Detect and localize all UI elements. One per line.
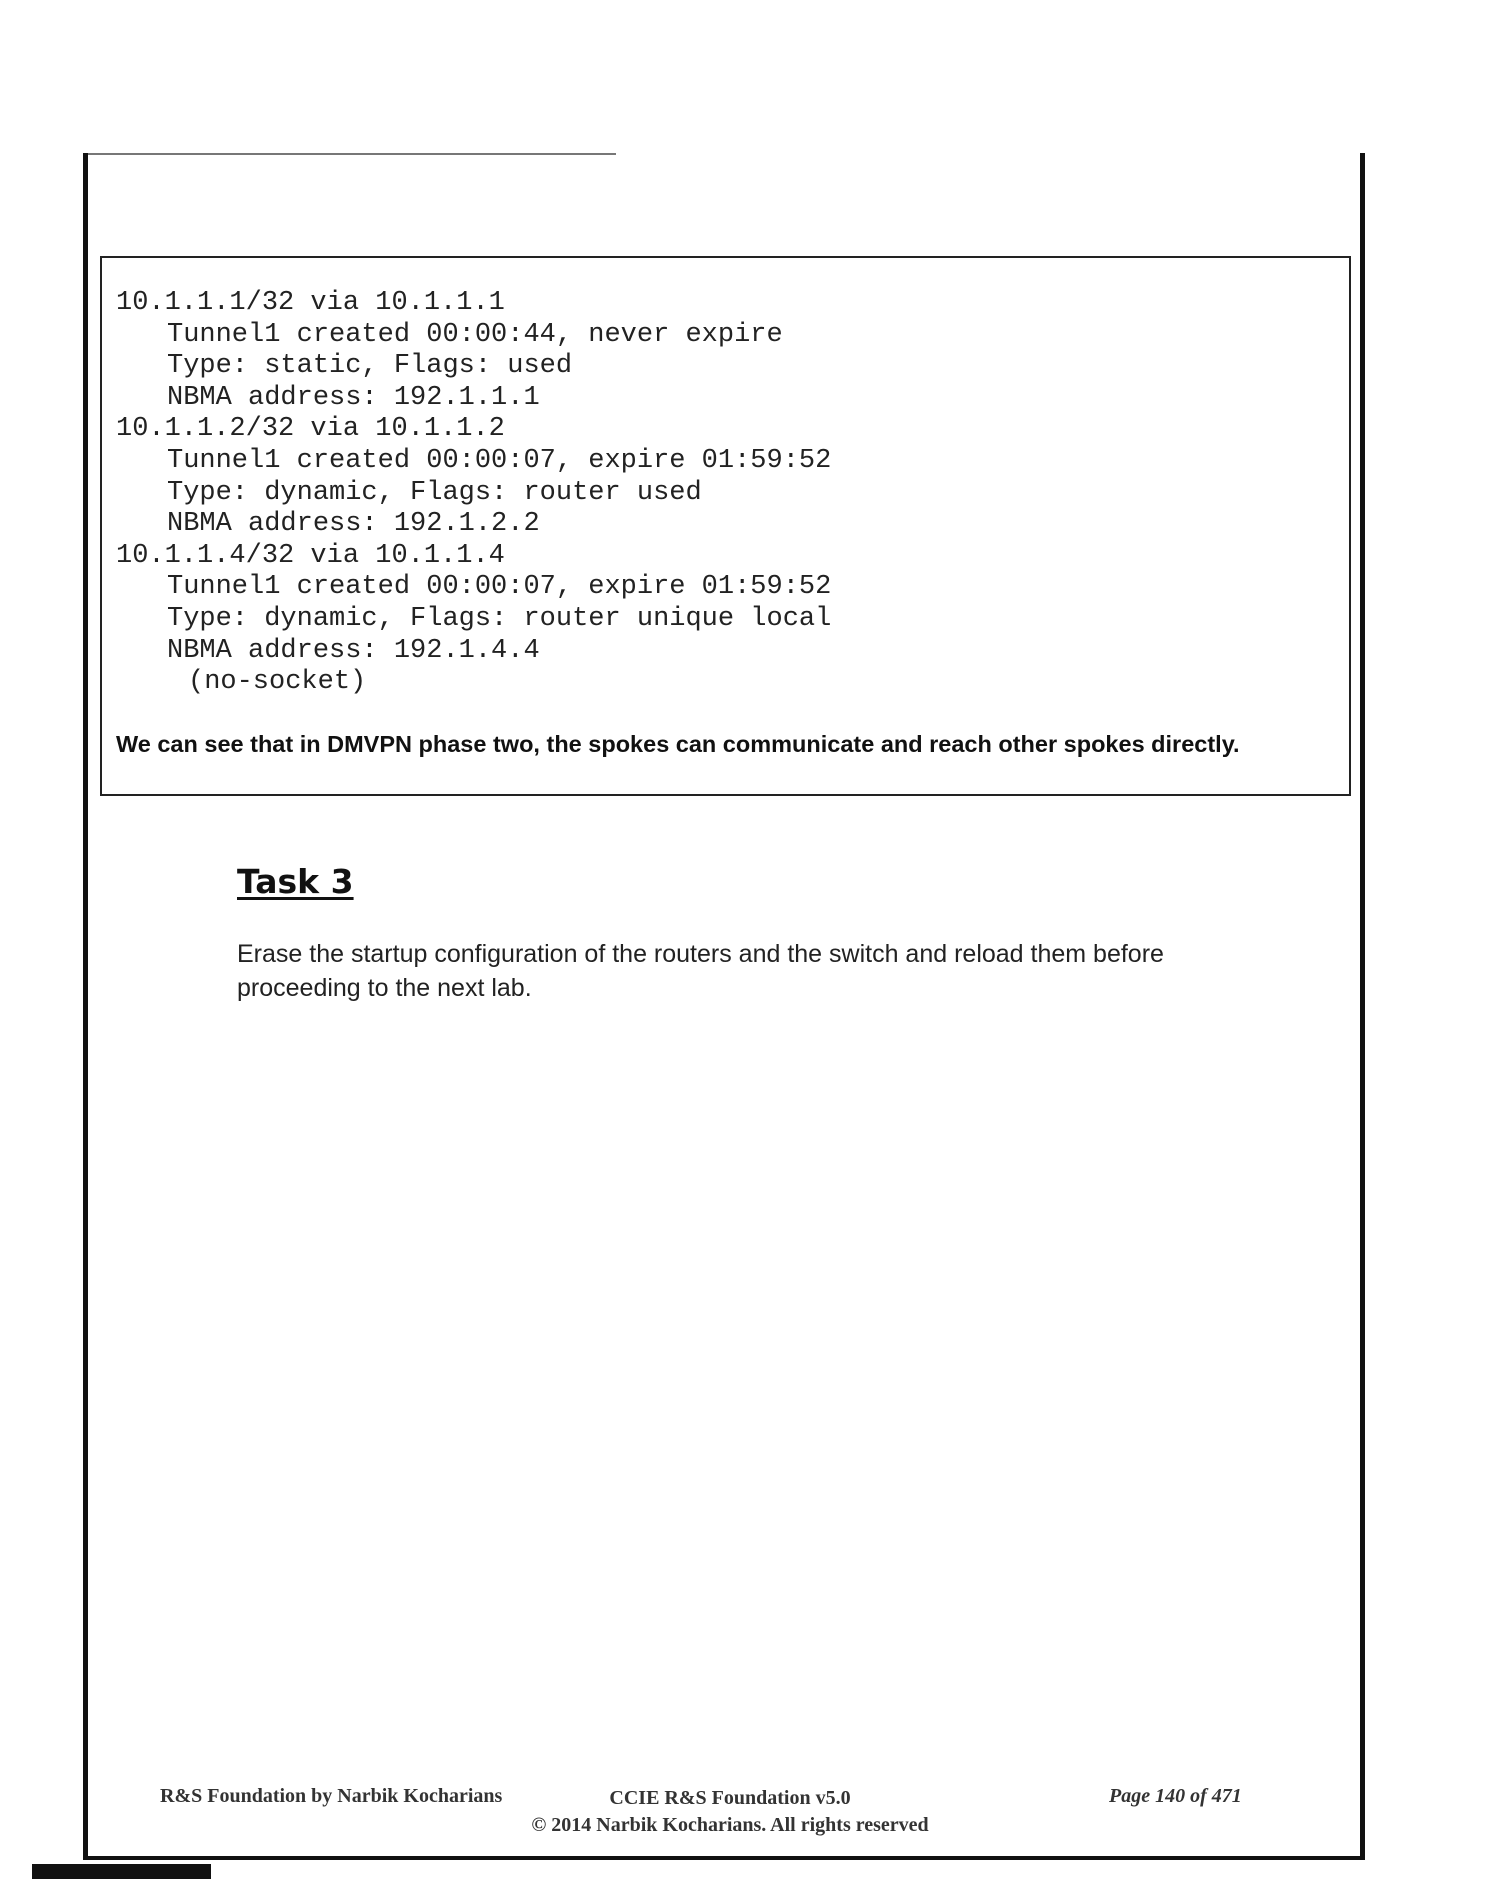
code-line: Type: dynamic, Flags: router used bbox=[167, 477, 702, 508]
code-line: Tunnel1 created 00:00:07, expire 01:59:52 bbox=[167, 445, 832, 476]
footer-center bbox=[480, 1785, 980, 1839]
code-line: 10.1.1.2/32 via 10.1.1.2 bbox=[116, 414, 505, 445]
code-line: (no-socket) bbox=[188, 667, 367, 698]
footer-copyright: © 2014 Narbik Kocharians. All rights reserved bbox=[531, 1814, 929, 1836]
code-line: 10.1.1.1/32 via 10.1.1.1 bbox=[116, 288, 505, 318]
code-line: NBMA address: 192.1.1.1 bbox=[167, 382, 540, 413]
footer-title: CCIE R&S Foundation v5.0 bbox=[609, 1787, 851, 1809]
code-line: NBMA address: 192.1.4.4 bbox=[167, 635, 540, 666]
code-line: 10.1.1.4/32 via 10.1.1.4 bbox=[116, 540, 505, 571]
code-output-box bbox=[100, 256, 1351, 796]
footer-author: R&S Foundation by Narbik Kocharians bbox=[160, 1785, 503, 1807]
code-line: Tunnel1 created 00:00:44, never expire bbox=[167, 319, 783, 350]
code-line: NBMA address: 192.1.2.2 bbox=[167, 509, 540, 540]
code-line: Tunnel1 created 00:00:07, expire 01:59:52 bbox=[167, 572, 832, 603]
task-body: Erase the startup configuration of the routers and the switch and reload them before proceeding to the next lab. bbox=[237, 940, 1164, 1002]
conclusion-text: We can see that in DMVPN phase two, the spokes can communicate and reach other spokes directly. bbox=[116, 731, 1240, 757]
task-heading: Task 3 bbox=[237, 862, 354, 901]
page-number: Page 140 of 471 bbox=[1109, 1785, 1242, 1807]
code-lines bbox=[116, 288, 831, 699]
code-line: Type: static, Flags: used bbox=[167, 351, 573, 382]
scan-artifact-bar bbox=[32, 1864, 211, 1879]
code-line: Type: dynamic, Flags: router unique local bbox=[167, 603, 832, 634]
